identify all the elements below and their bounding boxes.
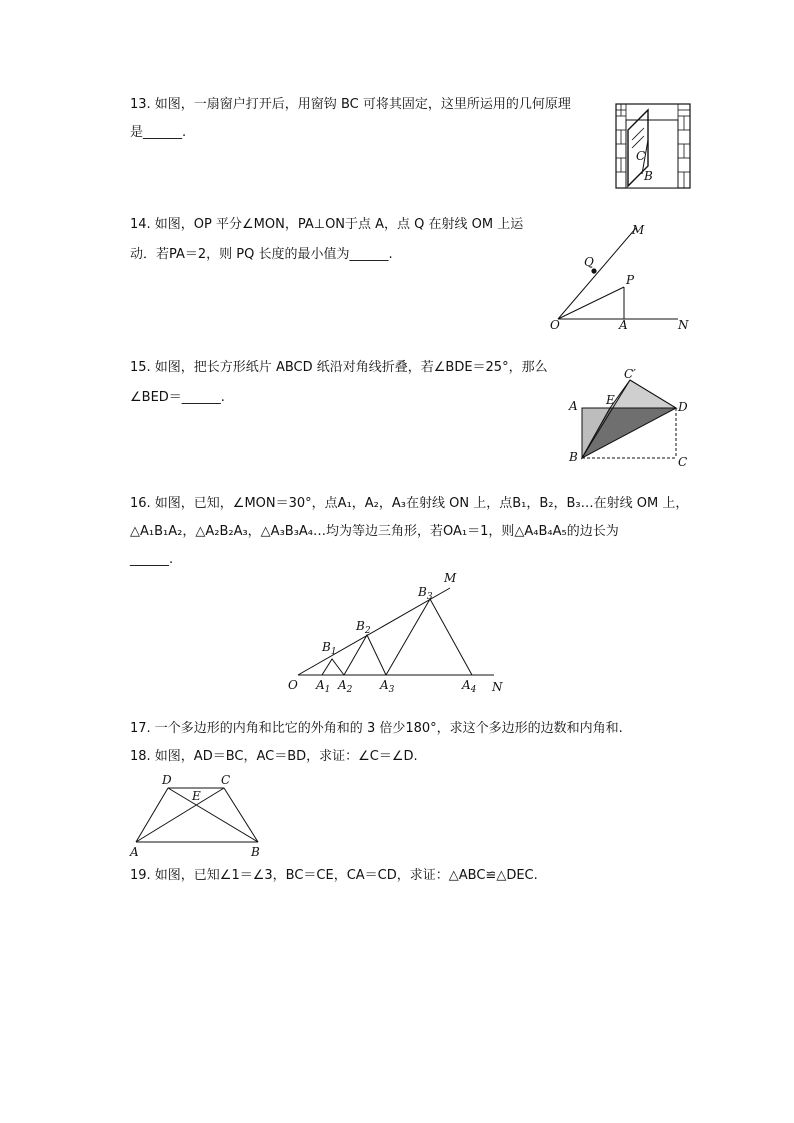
q13-text-line1: 13. 如图，一扇窗户打开后，用窗钩 BC 可将其固定，这里所运用的几何原理 (130, 97, 571, 112)
q15-label-C: C (678, 455, 688, 469)
q15-label-E: E (606, 393, 615, 407)
q15-text-line2: ∠BED＝______. (130, 390, 225, 405)
q14-label-N: N (678, 318, 689, 332)
q18-label-E: E (192, 789, 201, 803)
q13-label-B: B (644, 169, 653, 183)
q16-label-A1: $A_1$ (316, 678, 331, 695)
q14-label-P: P (626, 273, 635, 287)
q16-label-M: M (444, 571, 457, 585)
q16-equilateral-triangles-figure (284, 568, 514, 696)
q14-label-M: M (632, 223, 645, 237)
q15-text-line1: 15. 如图，把长方形纸片 ABCD 纸沿对角线折叠，若∠BDE＝25°，那么 (130, 360, 548, 375)
q13-label-C: C (636, 149, 646, 163)
q14-label-Q: Q (584, 255, 594, 269)
q18-text: 18. 如图，AD＝BC，AC＝BD，求证：∠C＝∠D. (130, 749, 418, 764)
q15-label-C-prime: C′ (624, 367, 636, 381)
q15-label-A: A (569, 399, 578, 413)
q16-text-line3: ______. (130, 552, 174, 567)
q16-label-B1: $B_1$ (322, 640, 337, 657)
q13-text-line2: 是______. (130, 125, 187, 140)
q16-text-line1: 16. 如图，已知，∠MON＝30°，点A₁，A₂，A₃在射线 ON 上，点B₁，B₂，B₃…在射线 OM 上， (130, 496, 689, 511)
q18-label-C: C (221, 773, 231, 787)
q15-label-B: B (569, 450, 578, 464)
q16-label-A2: $A_2$ (338, 678, 353, 695)
q19-text: 19. 如图，已知∠1＝∠3，BC＝CE，CA＝CD，求证：△ABC≌△DEC. (130, 868, 538, 883)
q16-label-O: O (288, 678, 298, 692)
q15-label-D: D (678, 400, 688, 414)
q13-window-figure (612, 100, 694, 192)
q16-label-A4: $A_4$ (462, 678, 477, 695)
q16-label-B2: $B_2$ (356, 619, 371, 636)
q16-label-B3: $B_3$ (418, 585, 433, 602)
q18-label-D: D (162, 773, 172, 787)
q16-label-N: N (492, 680, 503, 694)
q14-angle-figure (546, 218, 696, 334)
q14-text-line2: 动．若PA＝2，则 PQ 长度的最小值为______. (130, 247, 393, 262)
q14-text-line1: 14. 如图，OP 平分∠MON，PA⊥ON于点 A，点 Q 在射线 OM 上运 (130, 217, 524, 232)
q15-folded-rectangle-figure (564, 366, 698, 470)
q16-label-A3: $A_3$ (380, 678, 395, 695)
q14-label-O: O (550, 318, 560, 332)
q18-label-A: A (130, 845, 139, 859)
q18-label-B: B (251, 845, 260, 859)
q18-congruent-triangles-figure (126, 770, 272, 860)
q16-text-line2: △A₁B₁A₂，△A₂B₂A₃，△A₃B₃A₄…均为等边三角形，若OA₁＝1，则△A₄B₄A₅的边长为 (130, 524, 619, 539)
q14-label-A: A (619, 318, 628, 332)
q17-text: 17. 一个多边形的内角和比它的外角和的 3 倍少180°，求这个多边形的边数和内角和. (130, 721, 623, 736)
